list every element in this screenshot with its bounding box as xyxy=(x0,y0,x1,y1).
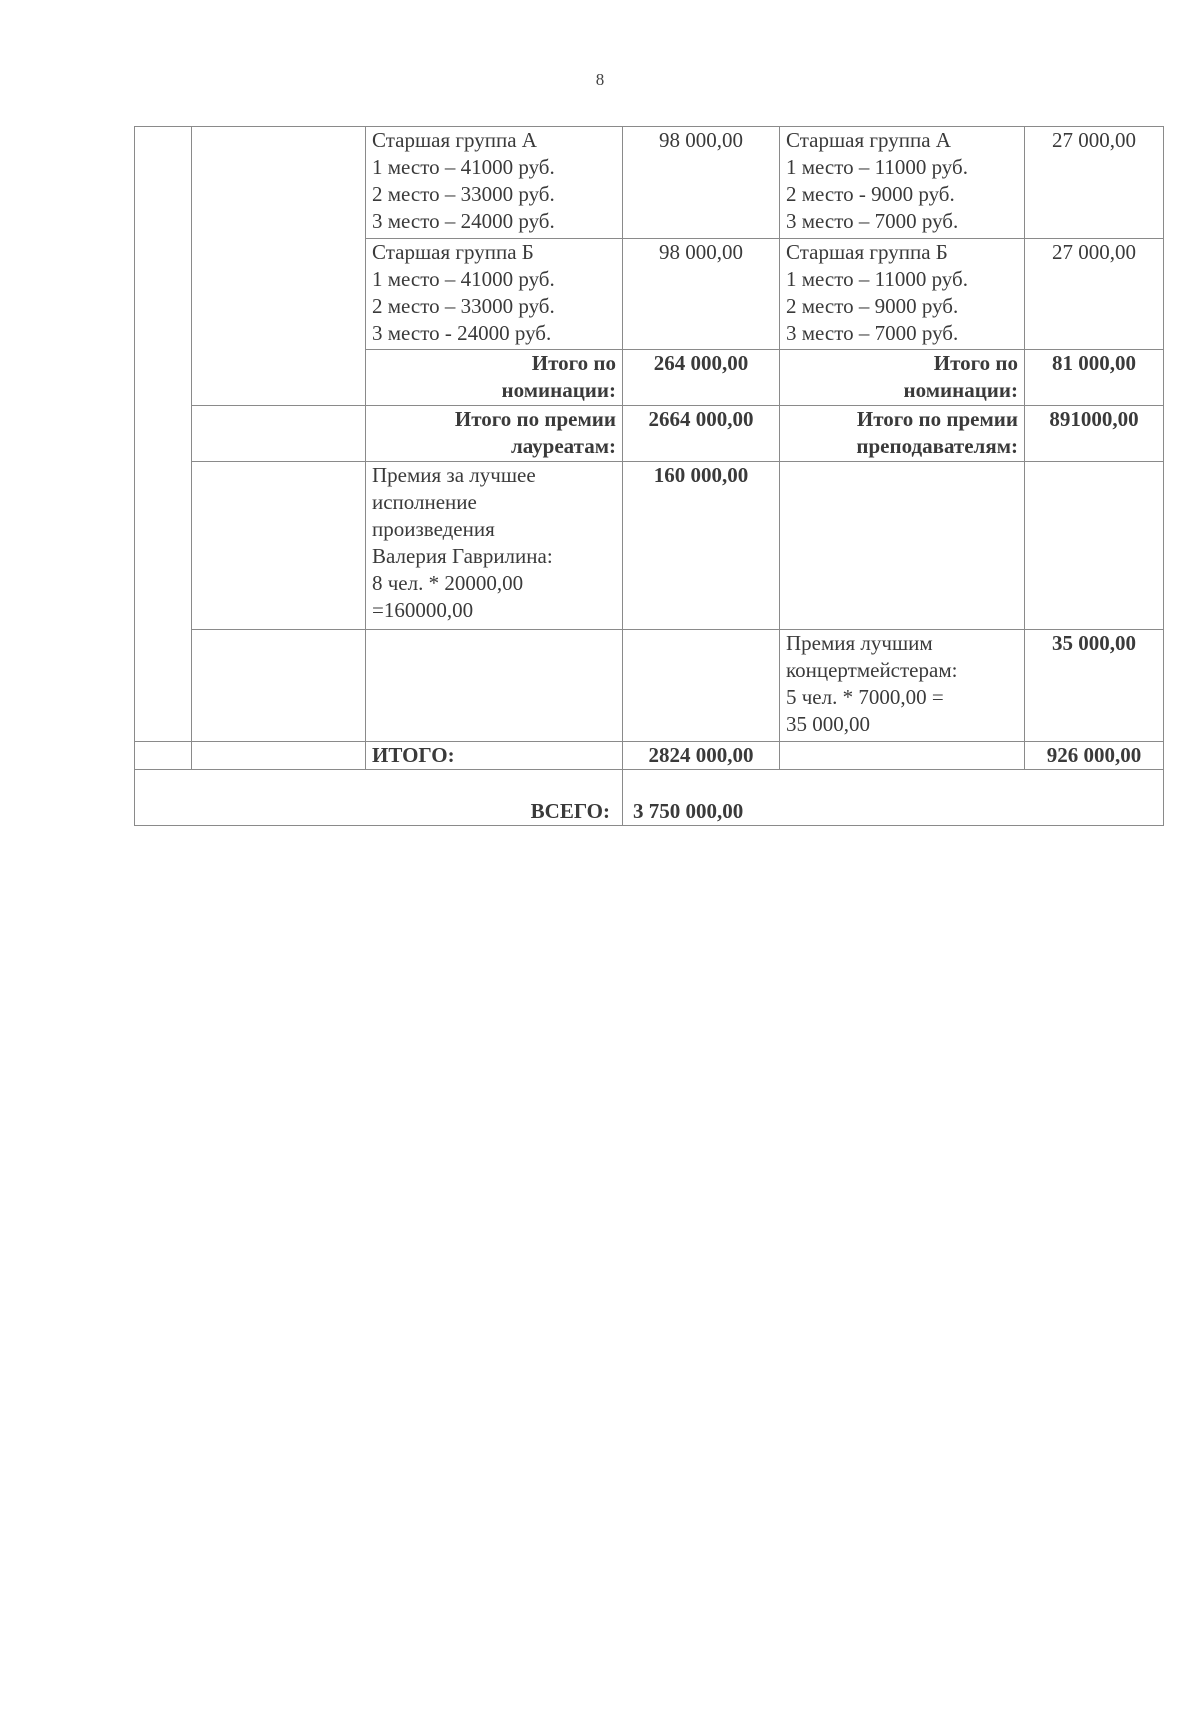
gavrilin-prize-sum: 160 000,00 xyxy=(623,462,780,630)
itogo-category-cell xyxy=(192,742,366,770)
prize-total-laureates-sum: 2664 000,00 xyxy=(623,406,780,462)
itogo-label: ИТОГО: xyxy=(366,742,623,770)
nomination-total-laureates-label: Итого по номинации: xyxy=(366,350,623,406)
page-number: 8 xyxy=(595,70,605,89)
gavrilin-prize-description: Премия за лучшее исполнение произведения Валерия Гаврилина: 8 чел. * 20000,00 =160000,00 xyxy=(366,462,623,630)
group-a-teachers-cell: Старшая группа А 1 место – 11000 руб. 2 место - 9000 руб. 3 место – 7000 руб. xyxy=(780,127,1025,239)
prize-budget-table xyxy=(134,126,1164,826)
prize-total-laureates-label: Итого по премии лауреатам: xyxy=(366,406,623,462)
group-a-laureates-cell: Старшая группа А 1 место – 41000 руб. 2 место – 33000 руб. 3 место – 24000 руб. xyxy=(366,127,623,239)
accompanist-prize-description: Премия лучшим концертмейстерам: 5 чел. * 7000,00 = 35 000,00 xyxy=(780,630,1025,742)
accompanist-category-cell xyxy=(192,630,366,742)
vsego-sum: 3 750 000,00 xyxy=(623,770,1164,826)
group-a-laureates-sum: 98 000,00 xyxy=(623,127,780,239)
gavrilin-teachers-empty xyxy=(780,462,1025,630)
table-row-accompanist-prize xyxy=(135,630,1164,742)
itogo-laureates-sum: 2824 000,00 xyxy=(623,742,780,770)
vsego-label: ВСЕГО: xyxy=(135,770,623,826)
nomination-total-teachers-label: Итого по номинации: xyxy=(780,350,1025,406)
accompanist-laureates-empty xyxy=(366,630,623,742)
nomination-total-laureates-sum: 264 000,00 xyxy=(623,350,780,406)
group-b-laureates-sum: 98 000,00 xyxy=(623,239,780,350)
group-a-teachers-sum: 27 000,00 xyxy=(1025,127,1164,239)
accompanist-laureates-sum-empty xyxy=(623,630,780,742)
itogo-teachers-empty xyxy=(780,742,1025,770)
group-b-teachers-sum: 27 000,00 xyxy=(1025,239,1164,350)
itogo-teachers-sum: 926 000,00 xyxy=(1025,742,1164,770)
table-row-prize-total xyxy=(135,406,1164,462)
group-b-laureates-cell: Старшая группа Б 1 место – 41000 руб. 2 место – 33000 руб. 3 место - 24000 руб. xyxy=(366,239,623,350)
prize-total-teachers-label: Итого по премии преподавателям: xyxy=(780,406,1025,462)
accompanist-prize-sum: 35 000,00 xyxy=(1025,630,1164,742)
table-row-itogo xyxy=(135,742,1164,770)
prize-total-category-cell xyxy=(192,406,366,462)
nomination-total-teachers-sum: 81 000,00 xyxy=(1025,350,1164,406)
table-row-group-a xyxy=(135,127,1164,239)
gavrilin-teachers-sum-empty xyxy=(1025,462,1164,630)
table-row-vsego xyxy=(135,770,1164,826)
prize-total-teachers-sum: 891000,00 xyxy=(1025,406,1164,462)
itogo-index-cell xyxy=(135,742,192,770)
table-row-gavrilin-prize xyxy=(135,462,1164,630)
category-cell xyxy=(192,127,366,406)
index-cell xyxy=(135,127,192,742)
group-b-teachers-cell: Старшая группа Б 1 место – 11000 руб. 2 место – 9000 руб. 3 место – 7000 руб. xyxy=(780,239,1025,350)
gavrilin-category-cell xyxy=(192,462,366,630)
